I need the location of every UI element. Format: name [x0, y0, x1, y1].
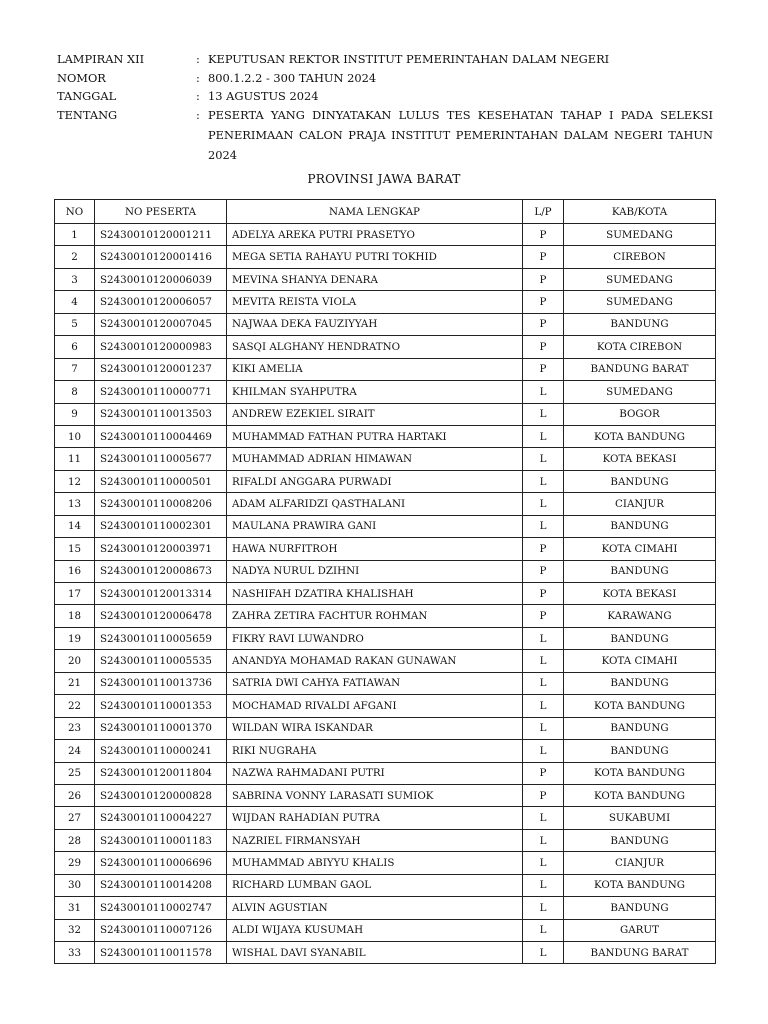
cell-lp: L [523, 672, 564, 694]
cell-no-peserta: S2430010120001211 [95, 224, 227, 246]
cell-nama-lengkap: MUHAMMAD ABIYYU KHALIS [227, 852, 523, 874]
table-row [55, 291, 716, 313]
header-row-nomor [57, 69, 713, 88]
header-row-lampiran [57, 50, 713, 69]
cell-lp: L [523, 425, 564, 447]
cell-no-peserta: S2430010120000828 [95, 784, 227, 806]
cell-kab-kota: SUMEDANG [564, 291, 716, 313]
table-row [55, 403, 716, 425]
cell-nama-lengkap: NADYA NURUL DZIHNI [227, 560, 523, 582]
cell-nama-lengkap: NAZWA RAHMADANI PUTRI [227, 762, 523, 784]
table-row [55, 740, 716, 762]
cell-no-peserta: S2430010120011804 [95, 762, 227, 784]
cell-nama-lengkap: HAWA NURFITROH [227, 538, 523, 560]
participants-table [54, 199, 716, 964]
table-row [55, 852, 716, 874]
cell-no-peserta: S2430010110005677 [95, 448, 227, 470]
cell-nama-lengkap: ALDI WIJAYA KUSUMAH [227, 919, 523, 941]
cell-no-peserta: S2430010110001183 [95, 829, 227, 851]
cell-nama-lengkap: ANANDYA MOHAMAD RAKAN GUNAWAN [227, 650, 523, 672]
cell-nama-lengkap: SASQI ALGHANY HENDRATNO [227, 336, 523, 358]
cell-lp: L [523, 807, 564, 829]
cell-kab-kota: BANDUNG [564, 672, 716, 694]
header-colon: : [196, 52, 200, 66]
table-row [55, 268, 716, 290]
cell-kab-kota: CIANJUR [564, 493, 716, 515]
cell-kab-kota: KOTA BANDUNG [564, 874, 716, 896]
cell-no-peserta: S2430010110000241 [95, 740, 227, 762]
cell-no: 29 [55, 852, 95, 874]
cell-no-peserta: S2430010110013736 [95, 672, 227, 694]
table-row [55, 807, 716, 829]
cell-lp: L [523, 717, 564, 739]
cell-lp: P [523, 268, 564, 290]
table-row [55, 672, 716, 694]
cell-nama-lengkap: SATRIA DWI CAHYA FATIAWAN [227, 672, 523, 694]
cell-no: 33 [55, 942, 95, 964]
table-row [55, 717, 716, 739]
cell-kab-kota: BANDUNG [564, 627, 716, 649]
header-row-tentang [57, 106, 713, 166]
cell-no-peserta: S2430010110001353 [95, 695, 227, 717]
cell-kab-kota: KOTA CIMAHI [564, 650, 716, 672]
tentang-label: TENTANG [57, 107, 118, 122]
column-header-no: NO [55, 200, 95, 224]
cell-kab-kota: BANDUNG [564, 313, 716, 335]
table-header-row [55, 200, 716, 224]
cell-kab-kota: GARUT [564, 919, 716, 941]
cell-no: 32 [55, 919, 95, 941]
cell-kab-kota: KOTA BANDUNG [564, 425, 716, 447]
cell-nama-lengkap: MEVINA SHANYA DENARA [227, 268, 523, 290]
cell-kab-kota: KARAWANG [564, 605, 716, 627]
table-row [55, 897, 716, 919]
table-row [55, 448, 716, 470]
cell-no-peserta: S2430010120003971 [95, 538, 227, 560]
cell-no: 25 [55, 762, 95, 784]
cell-lp: L [523, 448, 564, 470]
cell-lp: P [523, 583, 564, 605]
cell-no: 10 [55, 425, 95, 447]
column-header-nama-lengkap: NAMA LENGKAP [227, 200, 523, 224]
tanggal-label: TANGGAL [57, 89, 117, 104]
table-row [55, 627, 716, 649]
cell-kab-kota: SUMEDANG [564, 224, 716, 246]
cell-no-peserta: S2430010110000771 [95, 381, 227, 403]
cell-no-peserta: S2430010110002747 [95, 897, 227, 919]
cell-no: 16 [55, 560, 95, 582]
table-row [55, 224, 716, 246]
nomor-label: NOMOR [57, 70, 106, 85]
cell-lp: L [523, 650, 564, 672]
cell-nama-lengkap: WIJDAN RAHADIAN PUTRA [227, 807, 523, 829]
cell-lp: P [523, 336, 564, 358]
cell-no: 11 [55, 448, 95, 470]
cell-no: 2 [55, 246, 95, 268]
cell-lp: L [523, 493, 564, 515]
table-row [55, 538, 716, 560]
cell-lp: P [523, 313, 564, 335]
cell-lp: L [523, 852, 564, 874]
cell-no-peserta: S2430010120006039 [95, 268, 227, 290]
cell-lp: L [523, 470, 564, 492]
cell-no-peserta: S2430010110011578 [95, 942, 227, 964]
cell-no-peserta: S2430010110008206 [95, 493, 227, 515]
cell-no: 15 [55, 538, 95, 560]
table-row [55, 784, 716, 806]
cell-nama-lengkap: MEVITA REISTA VIOLA [227, 291, 523, 313]
cell-no-peserta: S2430010120013314 [95, 583, 227, 605]
cell-lp: L [523, 740, 564, 762]
table-row [55, 650, 716, 672]
cell-no: 1 [55, 224, 95, 246]
cell-nama-lengkap: MUHAMMAD FATHAN PUTRA HARTAKI [227, 425, 523, 447]
table-body [55, 224, 716, 964]
nomor-value: 800.1.2.2 - 300 TAHUN 2024 [208, 70, 377, 85]
tentang-value: PESERTA YANG DINYATAKAN LULUS TES KESEHATAN TAHAP I PADA SELEKSI PENERIMAAN CALON PRAJA INSTITUT PEMERINTAHAN DALAM NEGERI TAHUN 2024 [208, 107, 713, 163]
cell-nama-lengkap: ALVIN AGUSTIAN [227, 897, 523, 919]
cell-kab-kota: KOTA CIREBON [564, 336, 716, 358]
table-row [55, 874, 716, 896]
cell-no-peserta: S2430010110005535 [95, 650, 227, 672]
cell-no: 8 [55, 381, 95, 403]
cell-lp: P [523, 246, 564, 268]
table-row [55, 829, 716, 851]
cell-lp: L [523, 627, 564, 649]
cell-nama-lengkap: RICHARD LUMBAN GAOL [227, 874, 523, 896]
table-row [55, 358, 716, 380]
tanggal-value: 13 AGUSTUS 2024 [208, 89, 319, 104]
table-row [55, 493, 716, 515]
cell-lp: L [523, 874, 564, 896]
table-row [55, 583, 716, 605]
cell-nama-lengkap: ADAM ALFARIDZI QASTHALANI [227, 493, 523, 515]
column-header-no-peserta: NO PESERTA [95, 200, 227, 224]
cell-no: 22 [55, 695, 95, 717]
table-row [55, 313, 716, 335]
cell-kab-kota: BANDUNG [564, 740, 716, 762]
cell-lp: L [523, 381, 564, 403]
cell-kab-kota: BOGOR [564, 403, 716, 425]
table-row [55, 246, 716, 268]
cell-nama-lengkap: KIKI AMELIA [227, 358, 523, 380]
cell-nama-lengkap: FIKRY RAVI LUWANDRO [227, 627, 523, 649]
cell-nama-lengkap: NASHIFAH DZATIRA KHALISHAH [227, 583, 523, 605]
table-row [55, 560, 716, 582]
cell-nama-lengkap: KHILMAN SYAHPUTRA [227, 381, 523, 403]
cell-lp: L [523, 695, 564, 717]
cell-no-peserta: S2430010120008673 [95, 560, 227, 582]
cell-no: 9 [55, 403, 95, 425]
cell-kab-kota: BANDUNG [564, 515, 716, 537]
cell-no-peserta: S2430010120001237 [95, 358, 227, 380]
cell-nama-lengkap: MOCHAMAD RIVALDI AFGANI [227, 695, 523, 717]
header-colon: : [196, 107, 200, 122]
document-header [57, 50, 713, 166]
cell-lp: P [523, 358, 564, 380]
cell-lp: P [523, 762, 564, 784]
cell-no: 17 [55, 583, 95, 605]
cell-nama-lengkap: SABRINA VONNY LARASATI SUMIOK [227, 784, 523, 806]
cell-no-peserta: S2430010120006057 [95, 291, 227, 313]
cell-kab-kota: KOTA BEKASI [564, 583, 716, 605]
cell-no: 18 [55, 605, 95, 627]
cell-nama-lengkap: NAZRIEL FIRMANSYAH [227, 829, 523, 851]
cell-kab-kota: BANDUNG [564, 717, 716, 739]
cell-lp: P [523, 560, 564, 582]
cell-lp: L [523, 515, 564, 537]
table-row [55, 605, 716, 627]
cell-kab-kota: KOTA BANDUNG [564, 695, 716, 717]
cell-lp: L [523, 897, 564, 919]
cell-no: 30 [55, 874, 95, 896]
cell-kab-kota: KOTA BANDUNG [564, 762, 716, 784]
table-row [55, 942, 716, 964]
cell-nama-lengkap: WISHAL DAVI SYANABIL [227, 942, 523, 964]
cell-no-peserta: S2430010110001370 [95, 717, 227, 739]
cell-nama-lengkap: ZAHRA ZETIRA FACHTUR ROHMAN [227, 605, 523, 627]
lampiran-value: KEPUTUSAN REKTOR INSTITUT PEMERINTAHAN DALAM NEGERI [208, 52, 610, 66]
table-row [55, 695, 716, 717]
cell-kab-kota: CIANJUR [564, 852, 716, 874]
cell-lp: L [523, 942, 564, 964]
cell-no: 20 [55, 650, 95, 672]
cell-no: 19 [55, 627, 95, 649]
cell-nama-lengkap: MEGA SETIA RAHAYU PUTRI TOKHID [227, 246, 523, 268]
cell-kab-kota: BANDUNG BARAT [564, 942, 716, 964]
table-row [55, 336, 716, 358]
table-row [55, 515, 716, 537]
cell-lp: L [523, 829, 564, 851]
cell-no: 23 [55, 717, 95, 739]
cell-kab-kota: KOTA BANDUNG [564, 784, 716, 806]
cell-nama-lengkap: ANDREW EZEKIEL SIRAIT [227, 403, 523, 425]
table-row [55, 470, 716, 492]
cell-kab-kota: SUKABUMI [564, 807, 716, 829]
cell-no-peserta: S2430010110013503 [95, 403, 227, 425]
table-row [55, 762, 716, 784]
cell-no-peserta: S2430010120001416 [95, 246, 227, 268]
cell-no-peserta: S2430010110004227 [95, 807, 227, 829]
cell-lp: P [523, 224, 564, 246]
cell-no: 27 [55, 807, 95, 829]
table-row [55, 425, 716, 447]
cell-no: 6 [55, 336, 95, 358]
column-header-kab-kota: KAB/KOTA [564, 200, 716, 224]
cell-nama-lengkap: MAULANA PRAWIRA GANI [227, 515, 523, 537]
cell-no-peserta: S2430010120000983 [95, 336, 227, 358]
cell-kab-kota: KOTA CIMAHI [564, 538, 716, 560]
cell-no: 14 [55, 515, 95, 537]
cell-no-peserta: S2430010110014208 [95, 874, 227, 896]
cell-lp: L [523, 403, 564, 425]
cell-no: 7 [55, 358, 95, 380]
cell-no: 13 [55, 493, 95, 515]
cell-no: 24 [55, 740, 95, 762]
header-row-tanggal [57, 87, 713, 106]
cell-lp: L [523, 919, 564, 941]
table-row [55, 381, 716, 403]
header-colon: : [196, 89, 200, 104]
cell-no: 21 [55, 672, 95, 694]
province-title: PROVINSI JAWA BARAT [307, 172, 461, 186]
cell-no-peserta: S2430010110006696 [95, 852, 227, 874]
cell-kab-kota: KOTA BEKASI [564, 448, 716, 470]
cell-nama-lengkap: RIKI NUGRAHA [227, 740, 523, 762]
cell-no: 28 [55, 829, 95, 851]
cell-lp: P [523, 784, 564, 806]
cell-no-peserta: S2430010110004469 [95, 425, 227, 447]
cell-nama-lengkap: MUHAMMAD ADRIAN HIMAWAN [227, 448, 523, 470]
cell-kab-kota: BANDUNG [564, 470, 716, 492]
cell-nama-lengkap: ADELYA AREKA PUTRI PRASETYO [227, 224, 523, 246]
cell-nama-lengkap: NAJWAA DEKA FAUZIYYAH [227, 313, 523, 335]
cell-kab-kota: CIREBON [564, 246, 716, 268]
cell-no: 12 [55, 470, 95, 492]
cell-kab-kota: SUMEDANG [564, 268, 716, 290]
cell-lp: P [523, 291, 564, 313]
cell-no-peserta: S2430010110002301 [95, 515, 227, 537]
column-header-lp: L/P [523, 200, 564, 224]
cell-no-peserta: S2430010120006478 [95, 605, 227, 627]
cell-no-peserta: S2430010110005659 [95, 627, 227, 649]
cell-nama-lengkap: RIFALDI ANGGARA PURWADI [227, 470, 523, 492]
header-colon: : [196, 70, 200, 85]
cell-no: 5 [55, 313, 95, 335]
cell-no: 26 [55, 784, 95, 806]
cell-no-peserta: S2430010110000501 [95, 470, 227, 492]
cell-lp: P [523, 538, 564, 560]
cell-kab-kota: BANDUNG [564, 560, 716, 582]
cell-nama-lengkap: WILDAN WIRA ISKANDAR [227, 717, 523, 739]
cell-kab-kota: BANDUNG BARAT [564, 358, 716, 380]
cell-kab-kota: BANDUNG [564, 829, 716, 851]
cell-no-peserta: S2430010120007045 [95, 313, 227, 335]
cell-no-peserta: S2430010110007126 [95, 919, 227, 941]
lampiran-label: LAMPIRAN XII [57, 52, 145, 66]
cell-kab-kota: BANDUNG [564, 897, 716, 919]
table-row [55, 919, 716, 941]
cell-no: 3 [55, 268, 95, 290]
cell-kab-kota: SUMEDANG [564, 381, 716, 403]
cell-lp: P [523, 605, 564, 627]
cell-no: 4 [55, 291, 95, 313]
cell-no: 31 [55, 897, 95, 919]
